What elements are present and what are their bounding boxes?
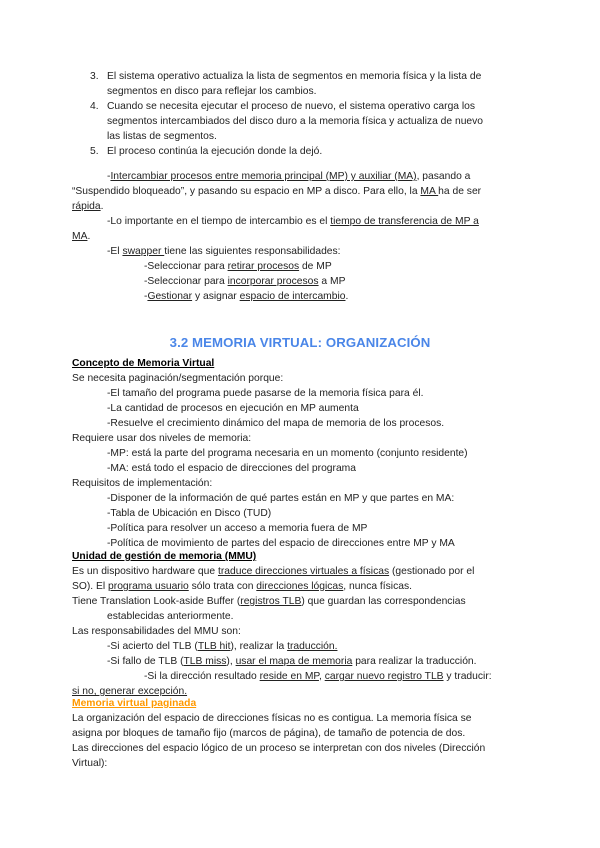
paragraph-line: La organización del espacio de direcciones físicas no es contigua. La memoria física se — [72, 713, 472, 724]
list-number: 4. — [90, 101, 99, 112]
section-title: 3.2 MEMORIA VIRTUAL: ORGANIZACIÓN — [169, 335, 431, 350]
paragraph-line: SO). El programa usuario sólo trata con direcciones lógicas, nunca físicas. — [72, 581, 412, 592]
bullet-line: -Si la dirección resultado reside en MP, cargar nuevo registro TLB y traducir: — [144, 671, 492, 682]
paragraph-line: -Lo importante en el tiempo de intercambio es el tiempo de transferencia de MP a — [107, 216, 479, 227]
paragraph-line: establecidas anteriormente. — [107, 611, 234, 622]
paragraph-line: Virtual): — [72, 758, 108, 769]
paragraph-line: Requisitos de implementación: — [72, 478, 213, 489]
paragraph-line: Es un dispositivo hardware que traduce direcciones virtuales a físicas (gestionado por el — [72, 566, 475, 577]
paragraph-line: “Suspendido bloqueado”, y pasando su espacio en MP a disco. Para ello, la MA ha de ser — [72, 186, 482, 197]
list-item-line: El sistema operativo actualiza la lista de segmentos en memoria física y la lista de — [107, 71, 482, 82]
bullet-line: -MP: está la parte del programa necesaria en un momento (conjunto residente) — [107, 448, 468, 459]
paragraph-line: rápida. — [72, 201, 104, 212]
bullet-line: -La cantidad de procesos en ejecución en MP aumenta — [107, 403, 359, 414]
paragraph-line: Tiene Translation Look-aside Buffer (registros TLB) que guardan las correspondencias — [72, 596, 466, 607]
bullet-line: -MA: está todo el espacio de direcciones del programa — [107, 463, 356, 474]
paragraph-line: -Seleccionar para incorporar procesos a MP — [144, 276, 346, 287]
paragraph-line: asigna por bloques de tamaño fijo (marcos de página), de tamaño de potencia de dos. — [72, 728, 466, 739]
bullet-line: -Si fallo de TLB (TLB miss), usar el mapa de memoria para realizar la traducción. — [107, 656, 477, 667]
bullet-line: -Resuelve el crecimiento dinámico del mapa de memoria de los procesos. — [107, 418, 445, 429]
paragraph-line: Las direcciones del espacio lógico de un proceso se interpretan con dos niveles (Dirección — [72, 743, 486, 754]
bullet-line: -Política de movimiento de partes del espacio de direcciones entre MP y MA — [107, 538, 455, 549]
paragraph-line: -El swapper tiene las siguientes responsabilidades: — [107, 246, 341, 257]
subsection-heading: Concepto de Memoria Virtual — [72, 358, 215, 369]
list-item-line: El proceso continúa la ejecución donde la dejó. — [107, 146, 323, 157]
bullet-line: -Disponer de la información de qué partes están en MP y que partes en MA: — [107, 493, 455, 504]
bullet-line: -Política para resolver un acceso a memoria fuera de MP — [107, 523, 368, 534]
bullet-line: -Tabla de Ubicación en Disco (TUD) — [107, 508, 272, 519]
bullet-line: -El tamaño del programa puede pasarse de la memoria física para él. — [107, 388, 424, 399]
paragraph-line: si no, generar excepción. — [72, 686, 188, 697]
paragraph-line: -Gestionar y asignar espacio de intercambio. — [144, 291, 349, 302]
bullet-line: -Si acierto del TLB (TLB hit), realizar la traducción. — [107, 641, 338, 652]
paragraph-line: -Seleccionar para retirar procesos de MP — [144, 261, 332, 272]
paragraph-line: -Intercambiar procesos entre memoria principal (MP) y auxiliar (MA), pasando a — [107, 171, 471, 182]
paragraph-line: MA. — [72, 231, 91, 242]
list-item-line: las listas de segmentos. — [107, 131, 217, 142]
list-item-line: segmentos intercambiados del disco duro a la memoria física y actualiza de nuevo — [107, 116, 484, 127]
list-number: 3. — [90, 71, 99, 82]
paragraph-line: Requiere usar dos niveles de memoria: — [72, 433, 252, 444]
subsection-heading-orange: Memoria virtual paginada — [72, 698, 197, 709]
list-item-line: Cuando se necesita ejecutar el proceso de nuevo, el sistema operativo carga los — [107, 101, 476, 112]
list-item-line: segmentos en disco para reflejar los cambios. — [107, 86, 317, 97]
paragraph-line: Las responsabilidades del MMU son: — [72, 626, 241, 637]
paragraph-line: Se necesita paginación/segmentación porque: — [72, 373, 284, 384]
list-number: 5. — [90, 146, 99, 157]
subsection-heading: Unidad de gestión de memoria (MMU) — [72, 551, 257, 562]
